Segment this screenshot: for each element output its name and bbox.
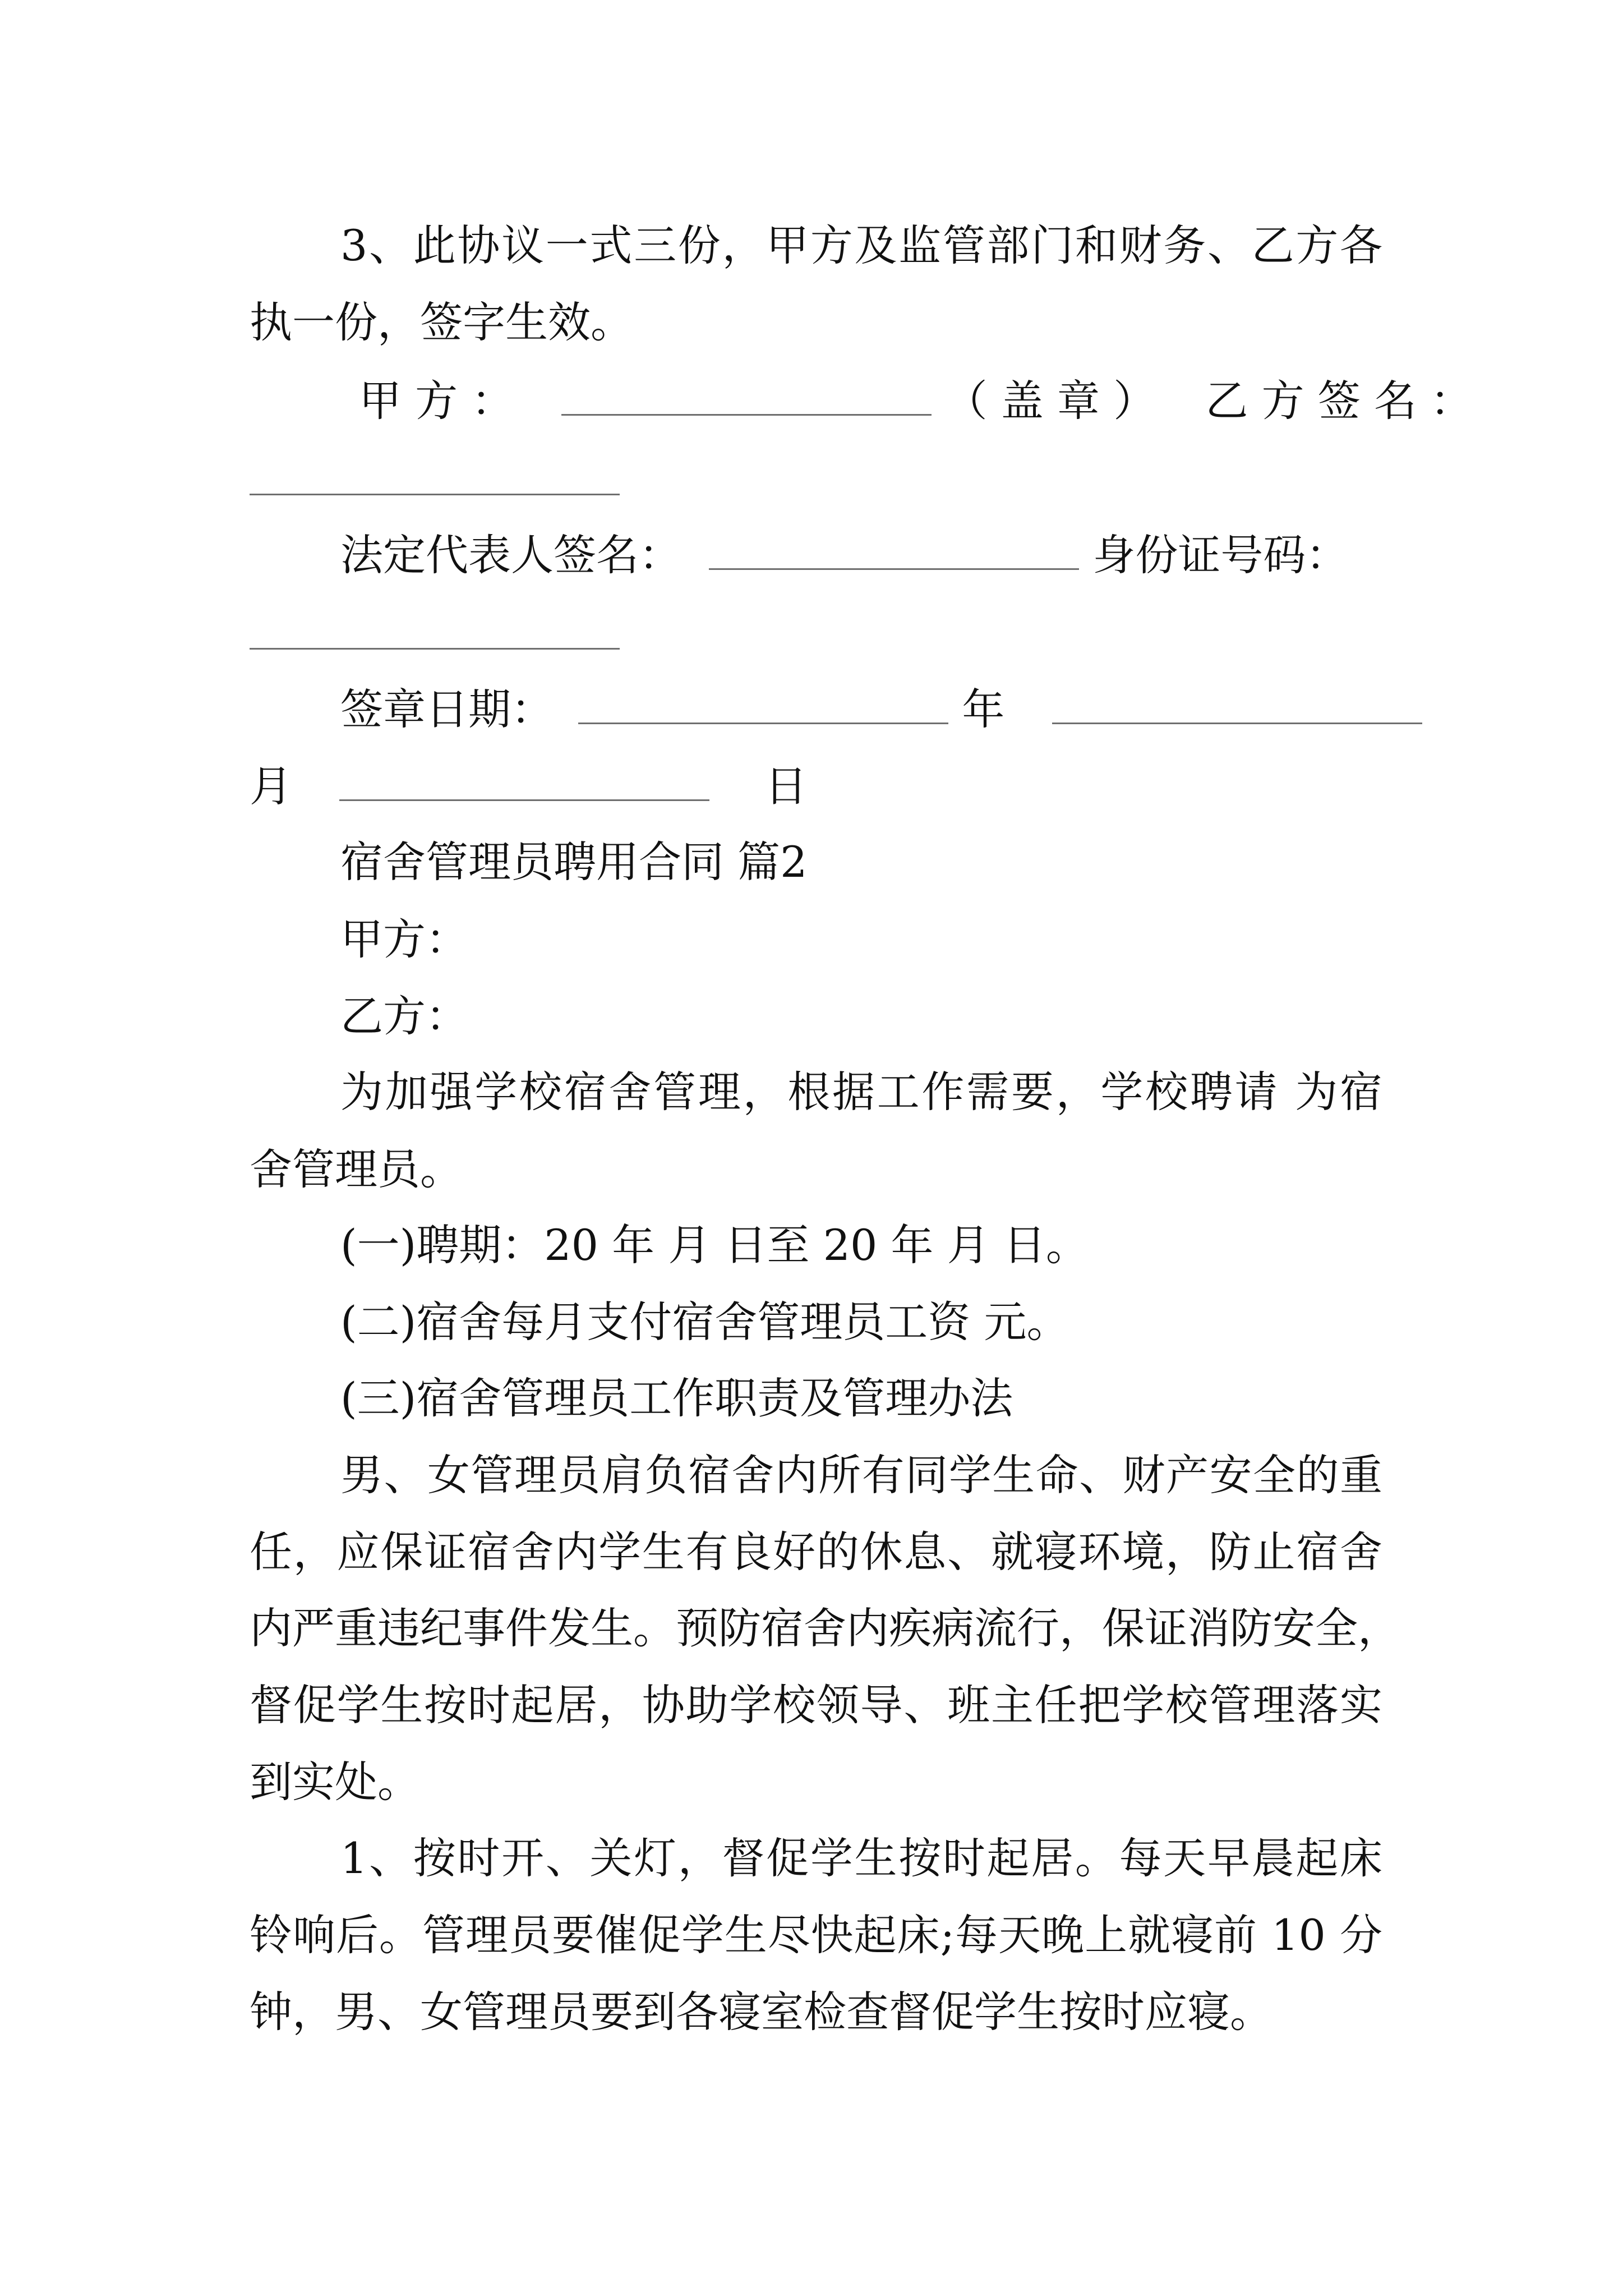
signature-row	[359, 373, 1473, 429]
para-1-line-5: 到实处。	[250, 1757, 420, 1807]
para-1-line-2: 任，应保证宿舍内学生有良好的休息、就寝环境，防止宿舍	[250, 1527, 1382, 1577]
month-day-row	[250, 758, 1382, 815]
item-2-salary: (二)宿舍每月支付宿舍管理员工资 元。	[340, 1297, 1069, 1347]
month-label: 月	[250, 761, 292, 811]
para-2-line-2: 铃响后。管理员要催促学生尽快起床;每天晚上就寝前 10 分	[250, 1910, 1382, 1960]
para-1-line-3: 内严重违纪事件发生。预防宿舍内疾病流行，保证消防安全，	[250, 1603, 1400, 1653]
legal-rep-row	[340, 527, 1382, 583]
legal-rep-blank	[709, 531, 1079, 570]
item-3-duties: (三)宿舍管理员工作职责及管理办法	[340, 1373, 1013, 1423]
intro-line-2: 舍管理员。	[250, 1144, 463, 1194]
day-blank	[339, 762, 709, 801]
party-b-sign-blank	[250, 494, 620, 495]
para-2-line-1: 1、按时开、关灯，督促学生按时起居。每天早晨起床	[340, 1833, 1382, 1883]
clause-3-line-1: 3、此协议一式三份，甲方及监管部门和财务、乙方各	[340, 220, 1382, 270]
id-number-blank	[250, 648, 620, 650]
seal-label: （ 盖 章 ）	[944, 376, 1156, 426]
month-blank	[1052, 685, 1422, 724]
para-2-line-3: 钟，男、女管理员要到各寝室检查督促学生按时应寝。	[250, 1987, 1272, 2037]
party-a-blank	[561, 377, 932, 416]
item-1-term: (一)聘期：20 年 月 日至 20 年 月 日。	[340, 1220, 1089, 1270]
party-a-label: 甲 方 ：	[359, 376, 514, 426]
party-b-line: 乙方：	[340, 991, 468, 1041]
year-blank	[578, 685, 948, 724]
day-label: 日	[764, 761, 808, 811]
clause-3-line-2: 执一份，签字生效。	[250, 297, 633, 347]
year-label: 年	[962, 684, 1005, 734]
legal-rep-label: 法定代表人签名：	[340, 530, 681, 580]
section-heading: 宿舍管理员聘用合同 篇2	[340, 837, 808, 887]
date-row	[340, 682, 1382, 738]
id-label: 身份证号码：	[1092, 530, 1349, 580]
party-a-line: 甲方：	[340, 914, 468, 964]
date-label: 签章日期：	[340, 684, 554, 734]
para-1-line-1: 男、女管理员肩负宿舍内所有同学生命、财产安全的重	[340, 1450, 1382, 1500]
para-1-line-4: 督促学生按时起居，协助学校领导、班主任把学校管理落实	[250, 1680, 1382, 1730]
intro-line-1: 为加强学校宿舍管理，根据工作需要，学校聘请 为宿	[340, 1067, 1382, 1117]
party-b-sign-label: 乙 方 签 名 ：	[1205, 376, 1473, 426]
